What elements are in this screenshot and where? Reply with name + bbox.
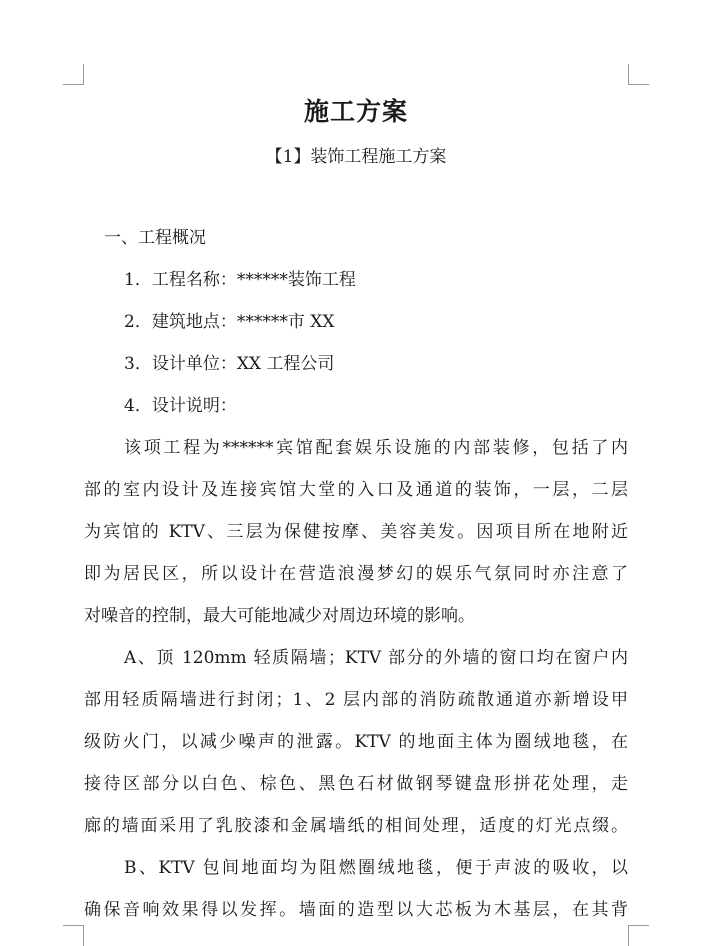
paragraph-line: 为宾馆的 KTV、三层为保健按摩、美容美发。因项目所在地附近 — [84, 522, 628, 542]
list-item: 1．工程名称：******装饰工程 — [124, 270, 356, 290]
paragraph-line: 廊的墙面采用了乳胶漆和金属墙纸的相间处理，适度的灯光点缀。 — [84, 816, 628, 836]
crop-mark-top-left — [63, 64, 84, 85]
crop-mark-top-right — [628, 64, 649, 85]
paragraph-line: A、顶 120mm 轻质隔墙；KTV 部分的外墙的窗口均在窗户内 — [124, 648, 628, 668]
paragraph-line: 部用轻质隔墙进行封闭；1、2 层内部的消防疏散通道亦新增设甲 — [84, 690, 628, 710]
paragraph-line: 对噪音的控制，最大可能地减少对周边环境的影响。 — [84, 606, 475, 626]
section-heading: 一、工程概况 — [104, 228, 206, 248]
paragraph-line: 接待区部分以白色、棕色、黑色石材做钢琴键盘形拼花处理，走 — [84, 774, 628, 794]
list-item: 3．设计单位：XX 工程公司 — [124, 354, 335, 374]
document-title: 施工方案 — [303, 97, 408, 126]
crop-mark-bottom-left — [63, 925, 84, 946]
list-item: 4．设计说明： — [124, 396, 237, 416]
paragraph-line: 该项工程为******宾馆配套娱乐设施的内部装修，包括了内 — [124, 438, 628, 458]
paragraph-line: 确保音响效果得以发挥。墙面的造型以大芯板为木基层，在其背 — [84, 900, 628, 920]
paragraph-line: 级防火门，以减少噪声的泄露。KTV 的地面主体为圈绒地毯，在 — [84, 732, 628, 752]
paragraph-line: 部的室内设计及连接宾馆大堂的入口及通道的装饰，一层，二层 — [84, 480, 628, 500]
paragraph-line: B、KTV 包间地面均为阻燃圈绒地毯，便于声波的吸收，以 — [124, 858, 628, 878]
list-item: 2．建筑地点：******市 XX — [124, 312, 335, 332]
paragraph-line: 即为居民区，所以设计在营造浪漫梦幻的娱乐气氛同时亦注意了 — [84, 564, 628, 584]
crop-mark-bottom-right — [628, 925, 649, 946]
document-subtitle: 【1】装饰工程施工方案 — [265, 147, 447, 167]
